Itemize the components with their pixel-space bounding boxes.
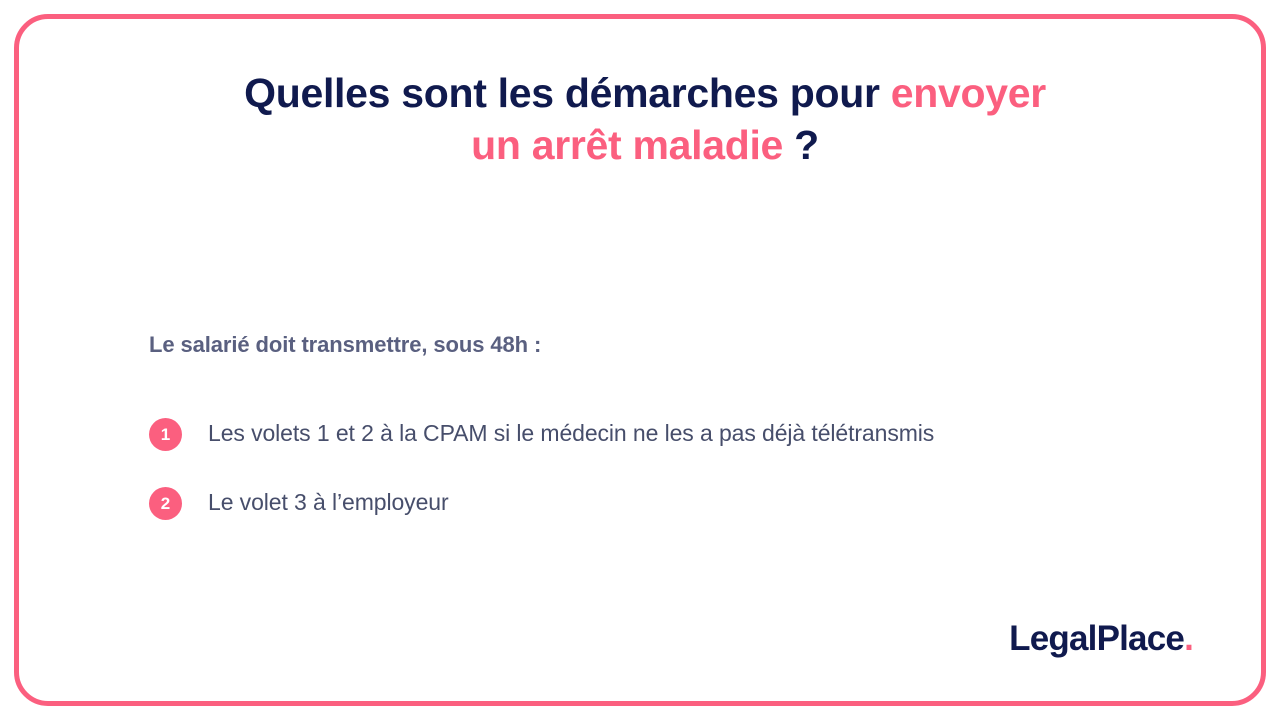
title-accent-1: envoyer: [890, 70, 1046, 116]
legalplace-logo: [1009, 619, 1193, 659]
info-card: [14, 14, 1266, 706]
title-accent-2: un arrêt maladie: [471, 122, 784, 169]
page-title: [99, 67, 1191, 172]
subtitle: Le salarié doit transmettre, sous 48h :: [149, 332, 542, 357]
list-item: [149, 417, 1179, 451]
step-number-badge: 2: [149, 487, 182, 520]
logo-text: LegalPlace: [1009, 619, 1185, 658]
step-number-badge: 1: [149, 418, 182, 451]
logo-dot: .: [1184, 619, 1193, 658]
title-segment-2: ?: [783, 122, 819, 169]
list-item: [149, 486, 1179, 520]
steps-list: [149, 417, 1179, 555]
title-segment-1: Quelles sont les démarches pour: [244, 70, 891, 116]
step-text: Les volets 1 et 2 à la CPAM si le médecin ne les a pas déjà télétransmis: [208, 420, 935, 446]
step-text: Le volet 3 à l’employeur: [208, 489, 449, 515]
